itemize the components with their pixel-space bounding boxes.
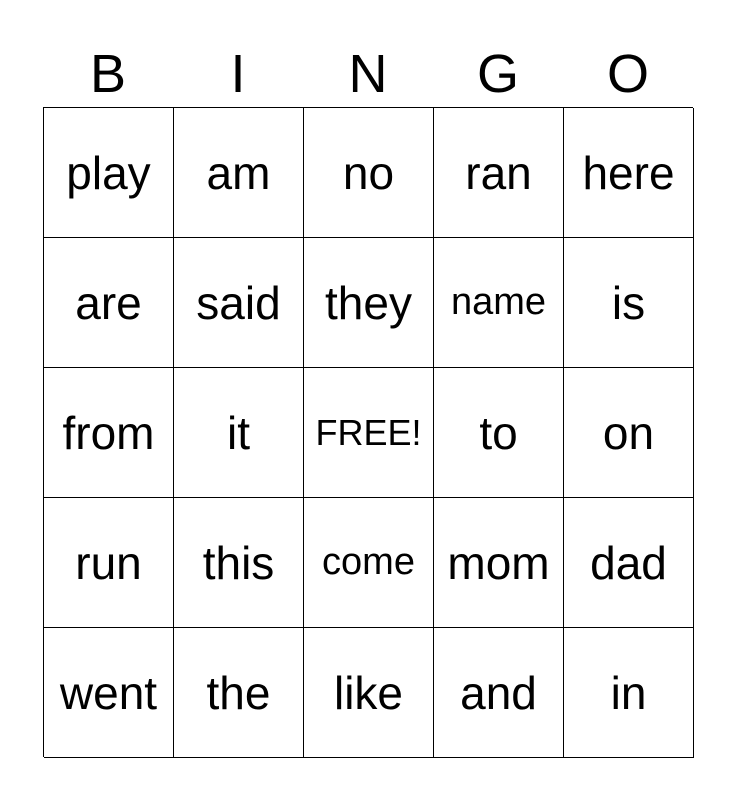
- bingo-cell[interactable]: and: [434, 628, 564, 758]
- header-letter-b: B: [89, 44, 127, 104]
- bingo-cell[interactable]: here: [564, 108, 694, 238]
- bingo-header: [43, 40, 693, 108]
- bingo-cell[interactable]: the: [174, 628, 304, 758]
- bingo-cell[interactable]: on: [564, 368, 694, 498]
- bingo-cell[interactable]: this: [174, 498, 304, 628]
- header-letter-o: O: [606, 44, 649, 104]
- bingo-cell[interactable]: no: [304, 108, 434, 238]
- bingo-cell[interactable]: dad: [564, 498, 694, 628]
- bingo-cell[interactable]: to: [434, 368, 564, 498]
- bingo-cell[interactable]: said: [174, 238, 304, 368]
- bingo-cell[interactable]: mom: [434, 498, 564, 628]
- bingo-cell[interactable]: they: [304, 238, 434, 368]
- header-letter-i: I: [230, 44, 246, 104]
- bingo-cell[interactable]: in: [564, 628, 694, 758]
- bingo-cell[interactable]: from: [44, 368, 174, 498]
- bingo-cell[interactable]: went: [44, 628, 174, 758]
- bingo-cell[interactable]: play: [44, 108, 174, 238]
- bingo-board: [43, 107, 693, 757]
- header-letter-g: G: [476, 44, 519, 104]
- free-space-cell[interactable]: FREE!: [304, 368, 434, 498]
- bingo-cell[interactable]: are: [44, 238, 174, 368]
- bingo-cell[interactable]: is: [564, 238, 694, 368]
- bingo-cell[interactable]: like: [304, 628, 434, 758]
- bingo-cell[interactable]: run: [44, 498, 174, 628]
- header-letter-n: N: [348, 44, 388, 104]
- bingo-cell[interactable]: name: [434, 238, 564, 368]
- bingo-cell[interactable]: am: [174, 108, 304, 238]
- bingo-cell[interactable]: ran: [434, 108, 564, 238]
- bingo-cell[interactable]: come: [304, 498, 434, 628]
- bingo-cell[interactable]: it: [174, 368, 304, 498]
